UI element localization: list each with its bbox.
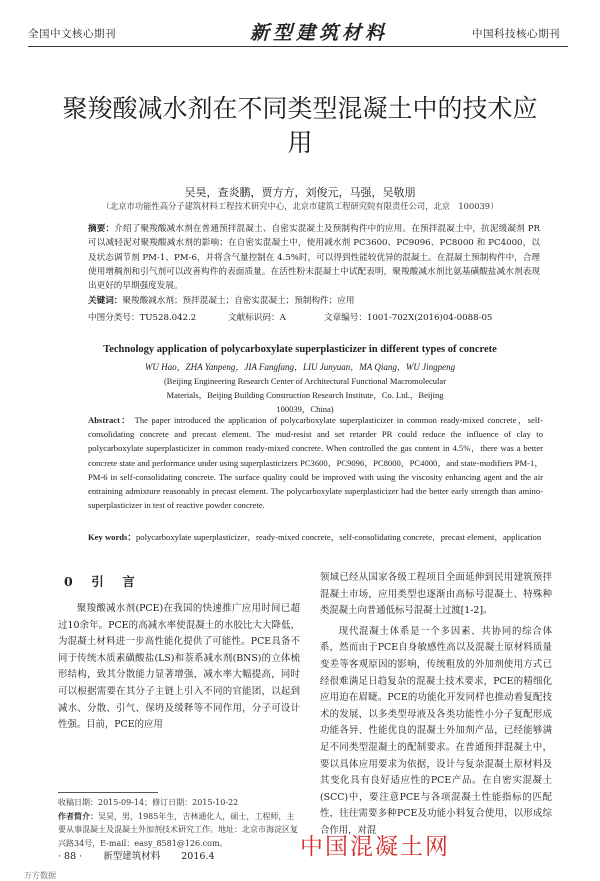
header-rule (28, 46, 568, 47)
author-list: 吴昊，查炎鹏，贾方方，刘俊元，马强，吴敬朋 (184, 186, 416, 199)
document-code: 文献标识码：A (228, 313, 286, 323)
section-heading: 0 引 言 (64, 574, 138, 589)
english-affiliation: (Beijing Engineering Research Center of Architectural Functional Macromolecular Materials，Beijing Building Construction Research Institute，Co. Ltd.，Beijing 100039，China) (163, 376, 447, 414)
keywords-text: 聚羧酸减水剂；预拌混凝土；自密实混凝土；预制构件；应用 (122, 296, 355, 306)
abstract-label: 摘要： (88, 224, 115, 234)
site-watermark: 中国混凝土网 (300, 834, 450, 860)
keywords-english (88, 531, 543, 543)
keywords-chinese (88, 294, 540, 306)
journal-logo: 新型建筑材料 (250, 22, 389, 44)
footer-issue: 2016.4 (181, 851, 215, 862)
author-bio-text: 吴昊，男，1985年生，吉林通化人，硕士，工程师，主要从事混凝土及混凝土外加剂技术研究工作。地址：北京市海淀区复兴路34号，E-mail：easy_8581@126.com。 (58, 811, 298, 848)
body-column-right (320, 570, 552, 840)
keywords-en-label: Key words： (88, 532, 136, 542)
received-date: 收稿日期：2015-09-14；修订日期：2015-10-22 (58, 798, 239, 807)
body-paragraph: 现代混凝土体系是一个多因素、共协同的综合体系，然而由于PCE自身敏感性高以及混凝土原材料质量变差等客观原因的影响，传统粗放的外加剂使用方式已经很难满足日趋复杂的混凝土技术要求，PCE的精细化应用迫在眉睫。PCE的功能化开发同样也推动着复配技术的发展，以多类型母液及各类功能性小分子复配形成功能各异、性能优良的混凝土外加剂产品，已经能够满足不同类型混凝土的配制要求。在普通预拌混凝土中，要以具体应用要求为依据，设计与复杂混凝土原材料及其变化具有良好适应性的PCE产品。在自密实混凝土(SCC)中，要注意PCE与各项混凝土性能指标的匹配性，往往需要多种PCE及功能小料复合使用，以形成综合作用，对混 (320, 625, 552, 836)
footer-journal: 新型建筑材料 (103, 851, 161, 862)
source-label: 万方数据 (24, 871, 56, 880)
abstract-english (88, 413, 543, 512)
paper-title: 聚羧酸减水剂在不同类型混凝土中的技术应用 (62, 94, 538, 157)
clc-number: 中图分类号：TU528.042.2 (88, 313, 197, 323)
abstract-en-text: The paper introduced the application of polycarboxylate superplasticizer in common ready-mixed concrete，self-consolidating concrete and precast element. The mud-resist and set retarder PR could reduce the influence of clay to polycarboxylate superplasticizer in common ready-mixed concrete. When controlled the gas content in 4.5%，there was a better concrete state and performance under using superplasticizers PC3600，PC9096，PC8000，PC4000，and state-modifiers PM-1，PM-6 in self-consolidating concrete. The surface quality could be improved with using the viscosity enhancing agent and the air entraining admixture reasonably in precast element. The polycarboxylate superplasticizer had the better early strength than amino-superplasticizer in test of reactive powder concrete. (88, 415, 543, 511)
author-bio-label: 作者简介： (58, 810, 98, 821)
running-header (0, 18, 600, 64)
author-bio (58, 810, 300, 851)
abstract-text: 介绍了聚羧酸减水剂在普通预拌混凝土、自密实混凝土及预制构件中的应用。在预拌混凝土中，抗泥缓凝剂 PR 可以减轻泥对聚羧酸减水剂的影响；在自密实混凝土中，使用减水剂 PC3600、PC9096、PC8000 和 PC4000，以及状态调节剂 PM-1、PM-6，并将含气量控制在 4.5%时，可以得到性能较优异的混凝土。在混凝土预制构件中，合理使用增稠剂和引气剂可以改善构件的表面质量。在活性粉末混凝土中试配表明，聚羧酸减水剂比氨基磺酸盐减水剂表现出更好的早期强度发展。 (88, 224, 540, 292)
header-left-label: 全国中文核心期刊 (28, 28, 116, 40)
english-author-list: WU Hao，ZHA Yanpeng，JIA Fangfang，LIU Junyuan，MA Qiang，WU Jingpeng (144, 362, 456, 372)
body-paragraph: 领域已经从国家各级工程项目全面延伸到民用建筑预拌混凝土市场，应用类型也逐渐由高标号混凝土、特殊种类混凝土向普通低标号混凝土过渡[1-2]。 (320, 572, 552, 617)
abstract-chinese (88, 222, 540, 293)
keywords-label: 关键词： (88, 296, 123, 306)
body-column-left (58, 572, 300, 734)
page-footer (58, 848, 233, 862)
body-paragraph: 聚羧酸减水剂(PCE)在我国的快速推广应用时间已超过10余年。PCE的高减水率使混凝土的水胶比大大降低，为混凝土材料进一步高性能化提供了可能性。PCE具备不同于传统木质素磺酸盐(LS)和萘系减水剂(BNS)的立体梳形结构，致其分散能力显著增强，减水率大幅提高，同时可以根据需要在其分子主链上引入不同的官能团，以起到减水、分散、引气、保坍及缓释等不同作用，分子可设计性强。目前，PCE的应用 (58, 603, 300, 731)
header-right-label: 中国科技核心期刊 (472, 28, 560, 40)
keywords-en-text: polycarboxylate superplasticizer，ready-mixed concrete，self-consolidating concrete，precast element，application (135, 532, 542, 542)
footnotes (58, 796, 300, 850)
article-number: 文章编号：1001-702X(2016)04-0088-05 (324, 313, 493, 323)
affiliation: （北京市功能性高分子建筑材料工程技术研究中心，北京市建筑工程研究院有限责任公司，北京 100039） (101, 201, 499, 211)
abstract-en-label: Abstract： (88, 415, 132, 425)
page-number: · 88 · (58, 851, 83, 862)
footnote-rule (58, 792, 158, 793)
english-title: Technology application of polycarboxylate superplasticizer in different types of concrete (103, 344, 497, 355)
